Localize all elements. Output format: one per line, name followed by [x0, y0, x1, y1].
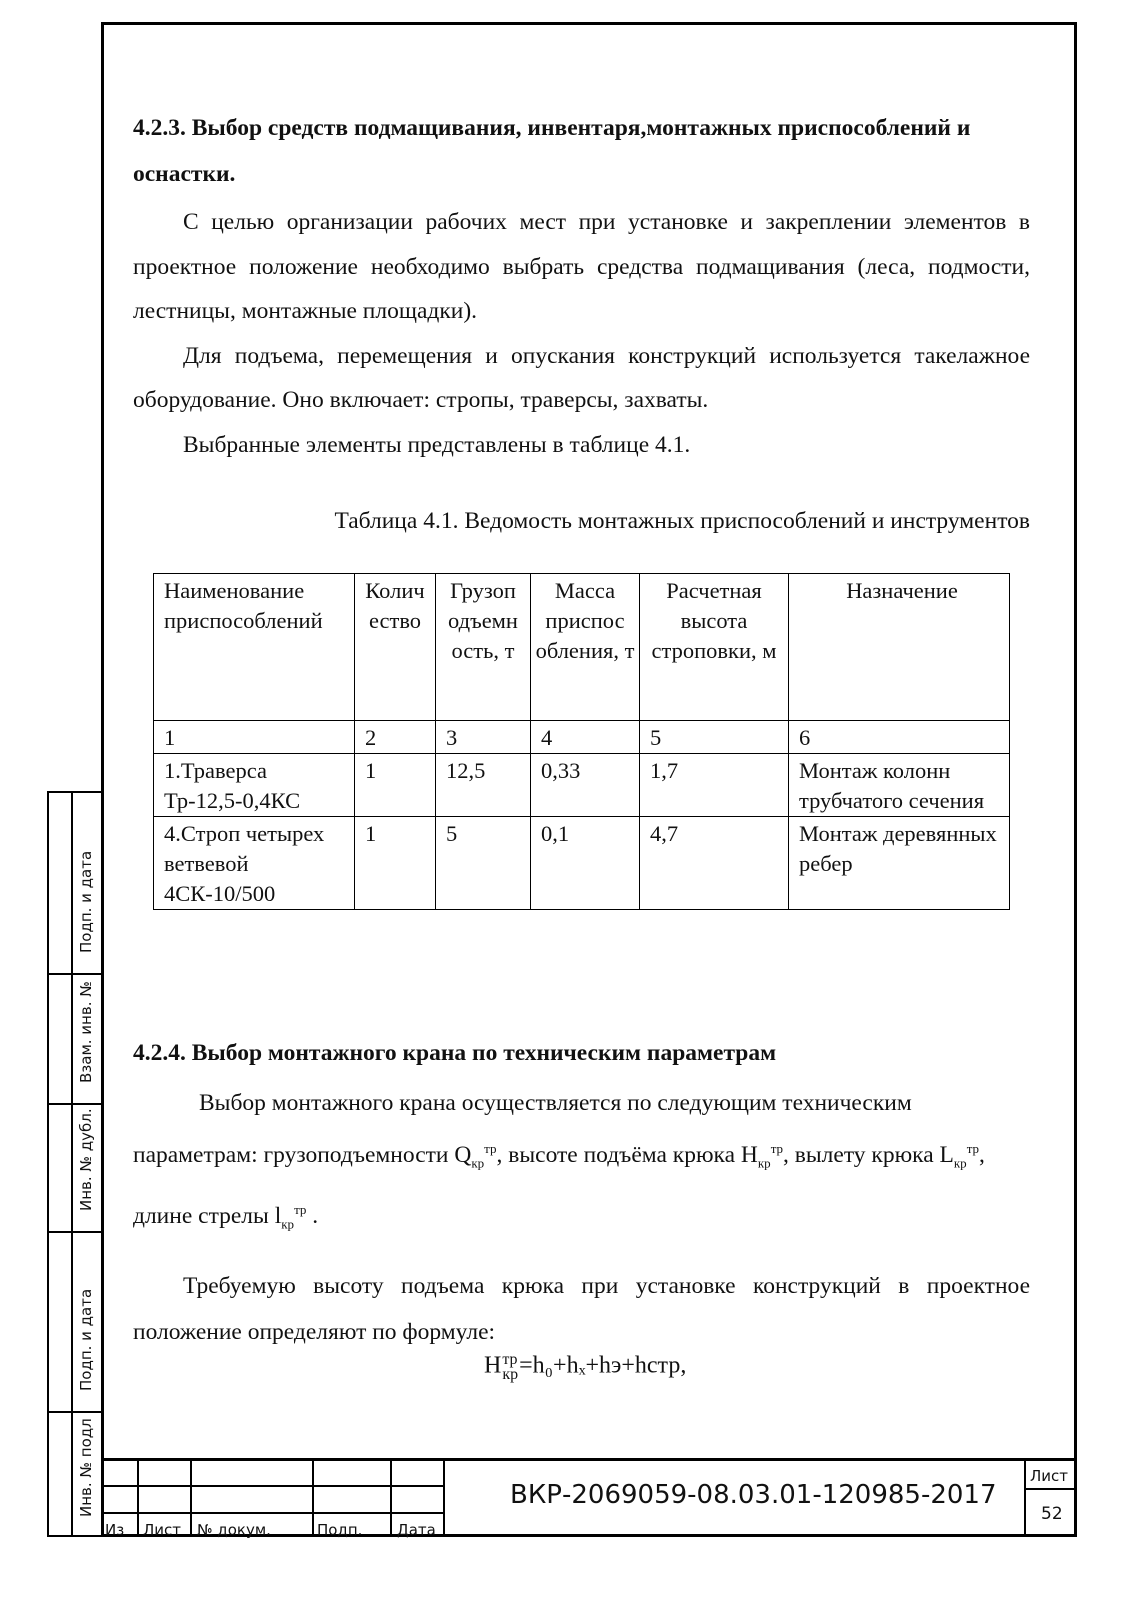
margin-label: Подп. и дата [77, 850, 95, 953]
text: , длине стрелы l [133, 1141, 985, 1229]
document-code: ВКР-2069059-08.03.01-120985-2017 [510, 1480, 997, 1510]
document-body-2 [133, 1030, 1030, 1355]
paragraph: Выбранные элементы представлены в таблице 4.1. [183, 431, 691, 458]
table-cell: Монтаж деревянных ребер [789, 817, 1010, 910]
formula [484, 1352, 686, 1382]
stamp-column-label: Из [105, 1521, 125, 1539]
margin-cell [49, 975, 101, 1105]
table-cell: 4,7 [640, 817, 789, 910]
column-number: 6 [789, 721, 1010, 754]
column-number: 2 [355, 721, 436, 754]
header-cell: Расчетная высота строповки, м [640, 574, 789, 721]
header-cell: Масса приспос обления, т [531, 574, 640, 721]
stamp-column-label: Подп. [317, 1521, 363, 1539]
grid-line [1024, 1488, 1074, 1490]
superscript: тр [966, 1141, 980, 1156]
margin-cell [49, 1413, 101, 1537]
stamp-column-label: № докум. [197, 1521, 271, 1539]
equipment-table [153, 573, 1010, 910]
table-cell: 12,5 [436, 754, 531, 817]
superscript: тр [294, 1201, 307, 1217]
grid-line [443, 1461, 445, 1537]
grid-line [390, 1461, 392, 1537]
superscript: тр [502, 1351, 518, 1368]
margin-label: Инв. № подл [77, 1418, 95, 1517]
table-header-row [154, 574, 1010, 721]
subscript: кр [281, 1216, 295, 1232]
margin-cell [49, 1233, 101, 1413]
section-heading-4-2-4: 4.2.4. Выбор монтажного крана по техническим параметрам [133, 1040, 777, 1066]
table-cell: 1,7 [640, 754, 789, 817]
table-row [154, 754, 1010, 817]
stamp-column-label: Дата [397, 1521, 436, 1539]
paragraph-crane-parameters [133, 1080, 1030, 1247]
subscript: кр [953, 1155, 967, 1171]
formula-symbol: H [484, 1352, 502, 1379]
margin-label: Инв. № дубл. [77, 1108, 95, 1211]
table-cell: 1 [355, 754, 436, 817]
sheet-number: 52 [1041, 1504, 1063, 1524]
subscript: кр [471, 1155, 485, 1171]
grid-line [1024, 1461, 1026, 1537]
column-number: 3 [436, 721, 531, 754]
header-cell: Наименование приспособлений [154, 574, 355, 721]
table-cell: 4.Строп четырех ветвевой 4СК-10/500 [154, 817, 355, 910]
formula-indices [502, 1352, 518, 1382]
margin-cell [49, 1105, 101, 1233]
margin-label: Подп. и дата [77, 1288, 95, 1391]
column-number-row [154, 721, 1010, 754]
text: , вылету крюка L [783, 1141, 954, 1168]
paragraph: С целью организации рабочих мест при установке и закреплении элементов в проектное положение необходимо выбрать средства подмащивания (леса, подмости, лестницы, монтажные площадки). [133, 209, 1030, 324]
document-body [133, 105, 1030, 544]
table-row [154, 817, 1010, 910]
text: , высоте подъёма крюка Н [496, 1141, 758, 1168]
grid-line [137, 1461, 139, 1537]
sheet-label: Лист [1030, 1467, 1069, 1485]
superscript: тр [770, 1141, 784, 1156]
grid-line [190, 1461, 192, 1537]
header-cell: Назначение [789, 574, 1010, 721]
text: . [306, 1202, 319, 1229]
formula-expression: =h₀+hₓ+hэ+hстр, [519, 1352, 687, 1379]
superscript: тр [484, 1141, 497, 1156]
column-number: 4 [531, 721, 640, 754]
paragraph: Требуемую высоту подъема крюка при установке конструкций в проектное положение определяют по формуле: [133, 1273, 1030, 1346]
subscript: кр [502, 1366, 519, 1383]
grid-line [101, 1512, 444, 1514]
stamp-column-label: Лист [143, 1521, 182, 1539]
table-caption: Таблица 4.1. Ведомость монтажных приспособлений и инструментов [334, 508, 1030, 534]
table-cell: 1.Траверса Тр-12,5-0,4КС [154, 754, 355, 817]
table-cell: 0,1 [531, 817, 640, 910]
margin-label: Взам. инв. № [77, 981, 95, 1083]
paragraph: Для подъема, перемещения и опускания конструкций используется такелажное оборудование. Оно включает: стропы, траверсы, захваты. [133, 342, 1030, 413]
grid-line [101, 1485, 444, 1487]
grid-line [312, 1461, 314, 1537]
table-cell: 1 [355, 817, 436, 910]
header-cell: Колич ество [355, 574, 436, 721]
column-number: 5 [640, 721, 789, 754]
header-cell: Грузоп одъемн ость, т [436, 574, 531, 721]
text: Выбор монтажного крана осуществляется по следующим техническим параметрам: грузоподъемности Q [133, 1090, 912, 1168]
section-heading-4-2-3: 4.2.3. Выбор средств подмащивания, инвентаря,монтажных приспособлений и оснастки. [133, 115, 971, 187]
table-cell: 0,33 [531, 754, 640, 817]
subscript: кр [757, 1155, 771, 1171]
margin-cell [49, 793, 101, 975]
margin-strip [47, 791, 101, 1537]
column-number: 1 [154, 721, 355, 754]
table-cell: 5 [436, 817, 531, 910]
table-cell: Монтаж колонн трубчатого сечения [789, 754, 1010, 817]
